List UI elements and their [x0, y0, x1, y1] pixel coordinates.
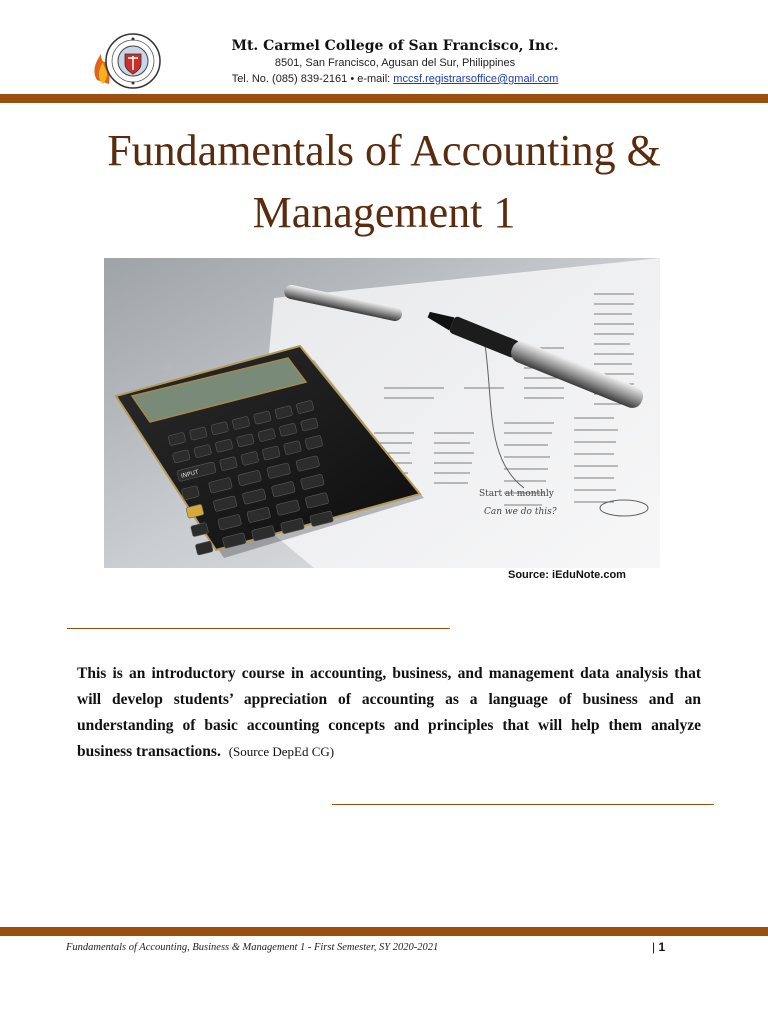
header-divider-band — [0, 94, 768, 103]
title-line-1: Fundamentals of Accounting & — [107, 126, 661, 175]
document-title — [40, 120, 728, 244]
photo-calc-brand: hp — [162, 361, 174, 372]
page-separator: | — [652, 940, 659, 954]
cover-photo-calculator — [104, 258, 660, 568]
photo-source-caption: Source: iEduNote.com — [508, 569, 626, 581]
college-seal-logo — [89, 30, 165, 92]
divider-rule-bottom — [332, 804, 714, 805]
college-address: 8501, San Francisco, Agusan del Sur, Philippines — [274, 57, 516, 69]
college-name: Mt. Carmel College of San Francisco, Inc. — [231, 38, 559, 54]
description-source: (Source DepEd CG) — [228, 744, 335, 759]
contact-text: Tel. No. (085) 839-2161 • e-mail: — [231, 73, 394, 85]
page-number-value: 1 — [658, 940, 666, 954]
photo-handwriting-2: Can we do this? — [484, 507, 557, 517]
photo-key-input: INPUT — [180, 468, 200, 480]
description-text: This is an introductory course in accounting, business, and management data analysis that will develop students’ appreciation of accounting as a language of business and an understanding of basic accounting concepts and principles that will help them analyze business transactions. — [77, 665, 701, 760]
page-number — [652, 940, 665, 954]
footer-divider-band — [0, 927, 768, 936]
course-description — [77, 661, 701, 765]
photo-handwriting: Start at monthly — [479, 489, 554, 499]
title-line-2: Management 1 — [252, 188, 516, 237]
divider-rule-top — [67, 628, 450, 629]
footer-course-semester: Fundamentals of Accounting, Business & Management 1 - First Semester, SY 2020-2021 — [66, 942, 439, 953]
college-contact — [170, 73, 620, 85]
email-link[interactable]: mccsf.registrarsoffice@gmail.com — [393, 73, 559, 85]
